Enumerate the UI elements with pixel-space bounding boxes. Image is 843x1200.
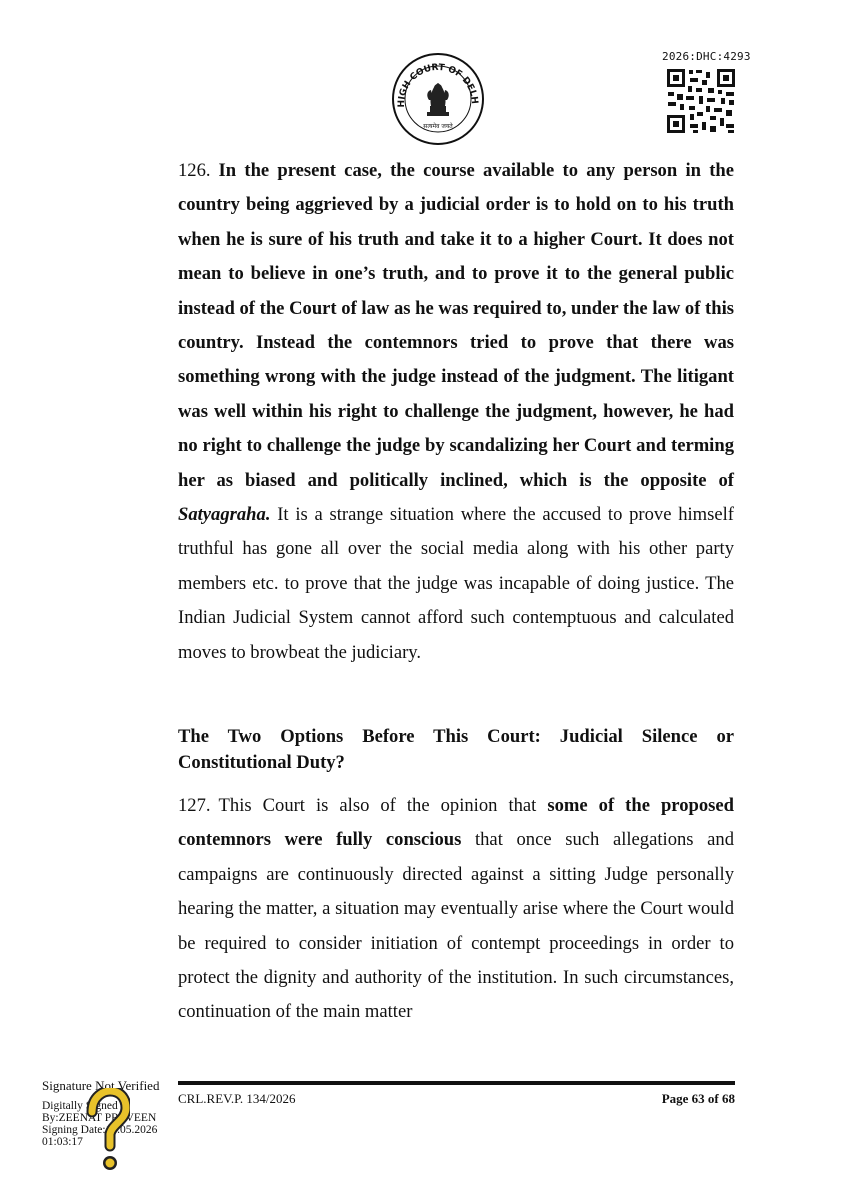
paragraph-number: 126. xyxy=(178,160,211,181)
digital-signature-stamp: Signature Not Verified Digitally Signed By:ZEENAT PRAVEEN Signing Date:15.05.2026 01:03:17 xyxy=(42,1078,160,1148)
paragraph-bold-text: In the present case, the course available to any person in the country being aggrieved by a judicial order is to hold on to his truth when he is sure of his truth and take it to a higher Court. It does not mean to believe in one’s truth, and to prove it to the general public instead of the Court of law as he was required to, under the law of this country. Instead the contemnors tried to prove that there was something wrong with the judge instead of the judgment. The litigant was well within his right to challenge the judgment, however, he had no right to challenge the judge by scandalizing her Court and terming her as biased and politically inclined, which is the opposite of xyxy=(178,160,734,491)
qr-code xyxy=(666,68,736,134)
paragraph-text: that once such allegations and campaigns are continuously directed against a sitting Judge personally hearing the matter, a situation may eventually arise where the Court would be required to consider initiation of contempt proceedings in order to protect the dignity and authority of the institution. In such circumstances, continuation of the main matter xyxy=(178,829,735,1023)
italic-term: Satyagraha. xyxy=(178,504,271,526)
paragraph-127 xyxy=(178,789,734,1030)
question-mark-icon xyxy=(84,1088,130,1174)
emblem-motto: सत्यमेव जयते xyxy=(423,123,453,130)
paragraph-bold-text: some of the proposed contemnors were fully conscious xyxy=(178,795,734,851)
court-emblem-seal xyxy=(391,52,485,146)
signature-status: Signature Not Verified xyxy=(42,1078,160,1093)
neutral-citation: 2026:DHC:4293 xyxy=(662,50,751,63)
paragraph-number: 127. xyxy=(178,795,211,816)
paragraph-text: This Court is also of the opinion that xyxy=(218,795,548,816)
footer-rule xyxy=(178,1081,735,1085)
paragraph-126 xyxy=(178,154,734,670)
paragraph-text: It is a strange situation where the accused to prove himself truthful has gone all over the social media along with his other party members etc. to prove that the judge was incapable of doing justice. The Indian Judicial System cannot afford such contemptuous and calculated moves to browbeat the judiciary. xyxy=(178,504,734,663)
section-heading: The Two Options Before This Court: Judicial Silence or Constitutional Duty? xyxy=(178,726,734,773)
footer-case-number: CRL.REV.P. 134/2026 xyxy=(178,1091,296,1106)
emblem-ring-text: HIGH COURT OF DELH xyxy=(396,62,480,108)
footer-page-number: Page 63 of 68 xyxy=(661,1091,735,1106)
